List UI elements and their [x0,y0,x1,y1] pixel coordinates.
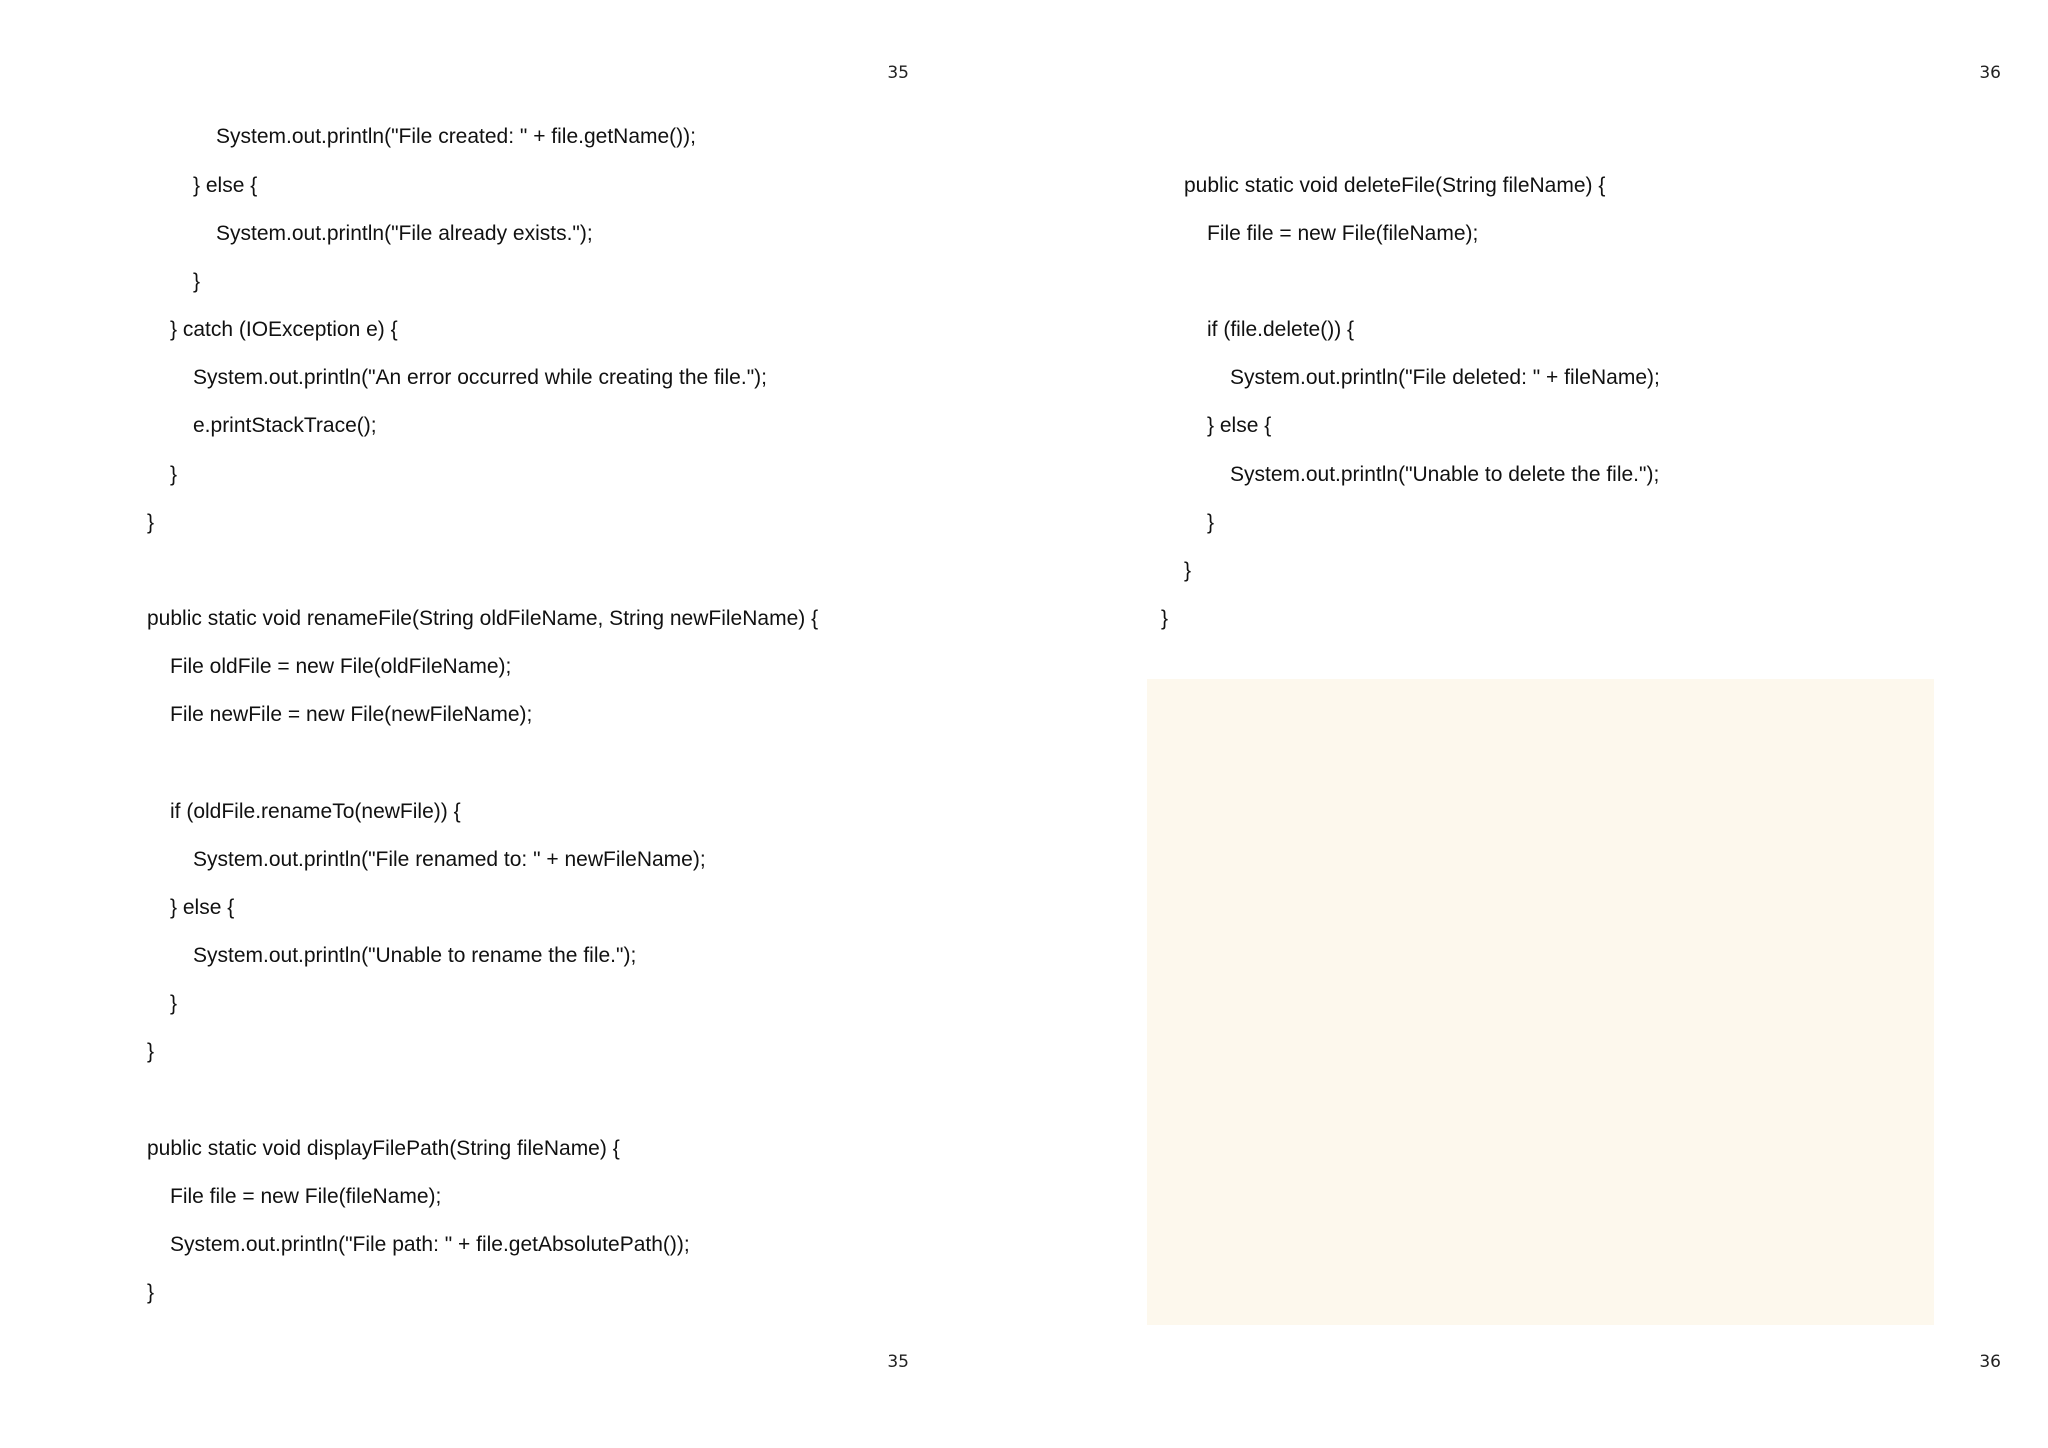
code-line: System.out.println("An error occurred while creating the file."); [193,366,767,389]
code-line: System.out.println("File path: " + file.getAbsolutePath()); [170,1233,690,1256]
code-line: System.out.println("File created: " + file.getName()); [216,125,696,148]
code-line: e.printStackTrace(); [193,414,377,437]
page-number-top: 35 [887,63,909,83]
code-line: File newFile = new File(newFileName); [170,703,533,726]
code-line: } [147,1281,155,1304]
blank-note-box [1147,679,1934,1325]
code-line: System.out.println("File renamed to: " + newFileName); [193,848,706,871]
code-line: if (file.delete()) { [1207,318,1355,341]
code-line: if (oldFile.renameTo(newFile)) { [170,800,461,823]
code-line: } [193,270,201,293]
code-line: File file = new File(fileName); [170,1185,442,1208]
code-line: } [1184,559,1192,582]
code-line: } else { [170,896,235,919]
page-number-top: 36 [1979,63,2001,83]
code-line: System.out.println("Unable to delete the file."); [1230,463,1660,486]
right-page [1024,0,2048,1448]
code-line: System.out.println("File deleted: " + fileName); [1230,366,1660,389]
code-line: public static void displayFilePath(String fileName) { [147,1137,620,1160]
page-number-bottom: 36 [1979,1352,2001,1372]
code-line: } [170,992,178,1015]
code-line: } [1161,607,1169,630]
code-line: } [147,511,155,534]
code-line: } [1207,511,1215,534]
code-line: } else { [193,174,258,197]
code-line: File oldFile = new File(oldFileName); [170,655,512,678]
code-line: System.out.println("File already exists."); [216,222,593,245]
code-line: } [170,463,178,486]
code-line: } catch (IOException e) { [170,318,398,341]
code-line: } [147,1040,155,1063]
page-number-bottom: 35 [887,1352,909,1372]
code-line: System.out.println("Unable to rename the file."); [193,944,637,967]
code-line: public static void deleteFile(String fileName) { [1184,174,1606,197]
code-line: File file = new File(fileName); [1207,222,1479,245]
code-line: } else { [1207,414,1272,437]
code-line: public static void renameFile(String oldFileName, String newFileName) { [147,607,819,630]
